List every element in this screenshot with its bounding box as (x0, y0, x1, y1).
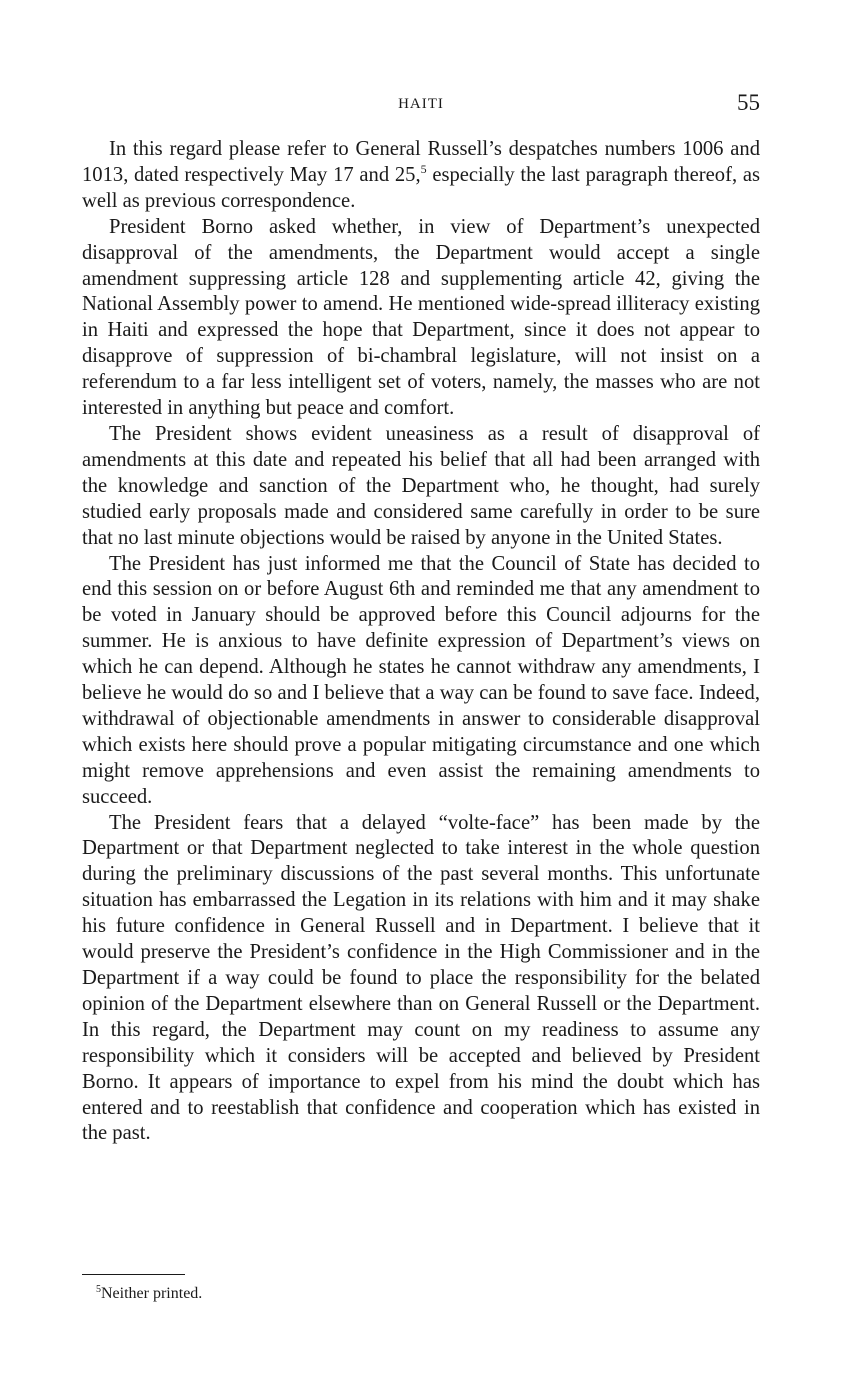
body-text (82, 137, 760, 1147)
paragraph-3: The President shows evident uneasiness as a result of disapproval of amendments at this date and repeated his belief that all had been arranged with the knowledge and sanction of the Department who, he thought, had surely studied early proposals made and considered same carefully in order to be sure that no last minute objections would be raised by anyone in the United States. (82, 422, 760, 549)
paragraph-1-text-start: In this regard please refer to General Russell’s despatches numbers 1006 and 1013, dated respectively May 17 and 25, (82, 138, 760, 186)
footnote (96, 1284, 202, 1304)
running-title: HAITI (398, 96, 444, 112)
running-head (82, 90, 760, 122)
page-number: 55 (737, 90, 760, 115)
footnote-rule (82, 1274, 185, 1275)
footnote-text: Neither printed. (101, 1285, 203, 1302)
paragraph-5: The President fears that a delayed “volte-face” has been made by the Department or that Department neglected to take interest in the whole question during the preliminary discussions of the past several months. This unfortunate situation has embarrassed the Legation in its relations with him and it may shake his future confidence in General Russell and in Department. I believe that it would preserve the President’s confidence in the High Commissioner and in the Department if a way could be found to place the responsibility for the belated opinion of the Department elsewhere than on General Russell or the Department. In this regard, the Department may count on my readiness to assume any responsibility which it considers will be accepted and believed by President Borno. It appears of importance to expel from his mind the doubt which has entered and to reestablish that confidence and cooperation which has existed in the past. (82, 811, 760, 1145)
paragraph-2: President Borno asked whether, in view of Department’s unexpected disapproval of the amendments, the Department would accept a single amendment suppressing article 128 and supplementing article 42, giving the National Assembly power to amend. He mentioned wide-spread illiteracy existing in Haiti and expressed the hope that Department, since it does not appear to disapprove of suppression of bi-chambral legislature, will not insist on a referendum to a far less intelligent set of voters, namely, the masses who are not interested in anything but peace and comfort. (82, 215, 760, 420)
footnote-marker: 5 (96, 1284, 101, 1295)
paragraph-1 (82, 137, 760, 215)
footnote-reference: 5 (420, 161, 427, 176)
paragraph-4: The President has just informed me that the Council of State has decided to end this session on or before August 6th and reminded me that any amendment to be voted in January should be approved before this Council adjourns for the summer. He is anxious to have definite expression of Department’s views on which he can depend. Although he states he cannot withdraw any amendments, I believe he would do so and I believe that a way can be found to save face. Indeed, withdrawal of objectionable amendments in answer to considerable disapproval which exists here should prove a popular mitigating circumstance and one which might remove apprehensions and even assist the remaining amendments to succeed. (82, 552, 760, 808)
paragraph-1-text-end: especially the last paragraph thereof, as well as previous correspondence. (82, 163, 760, 212)
